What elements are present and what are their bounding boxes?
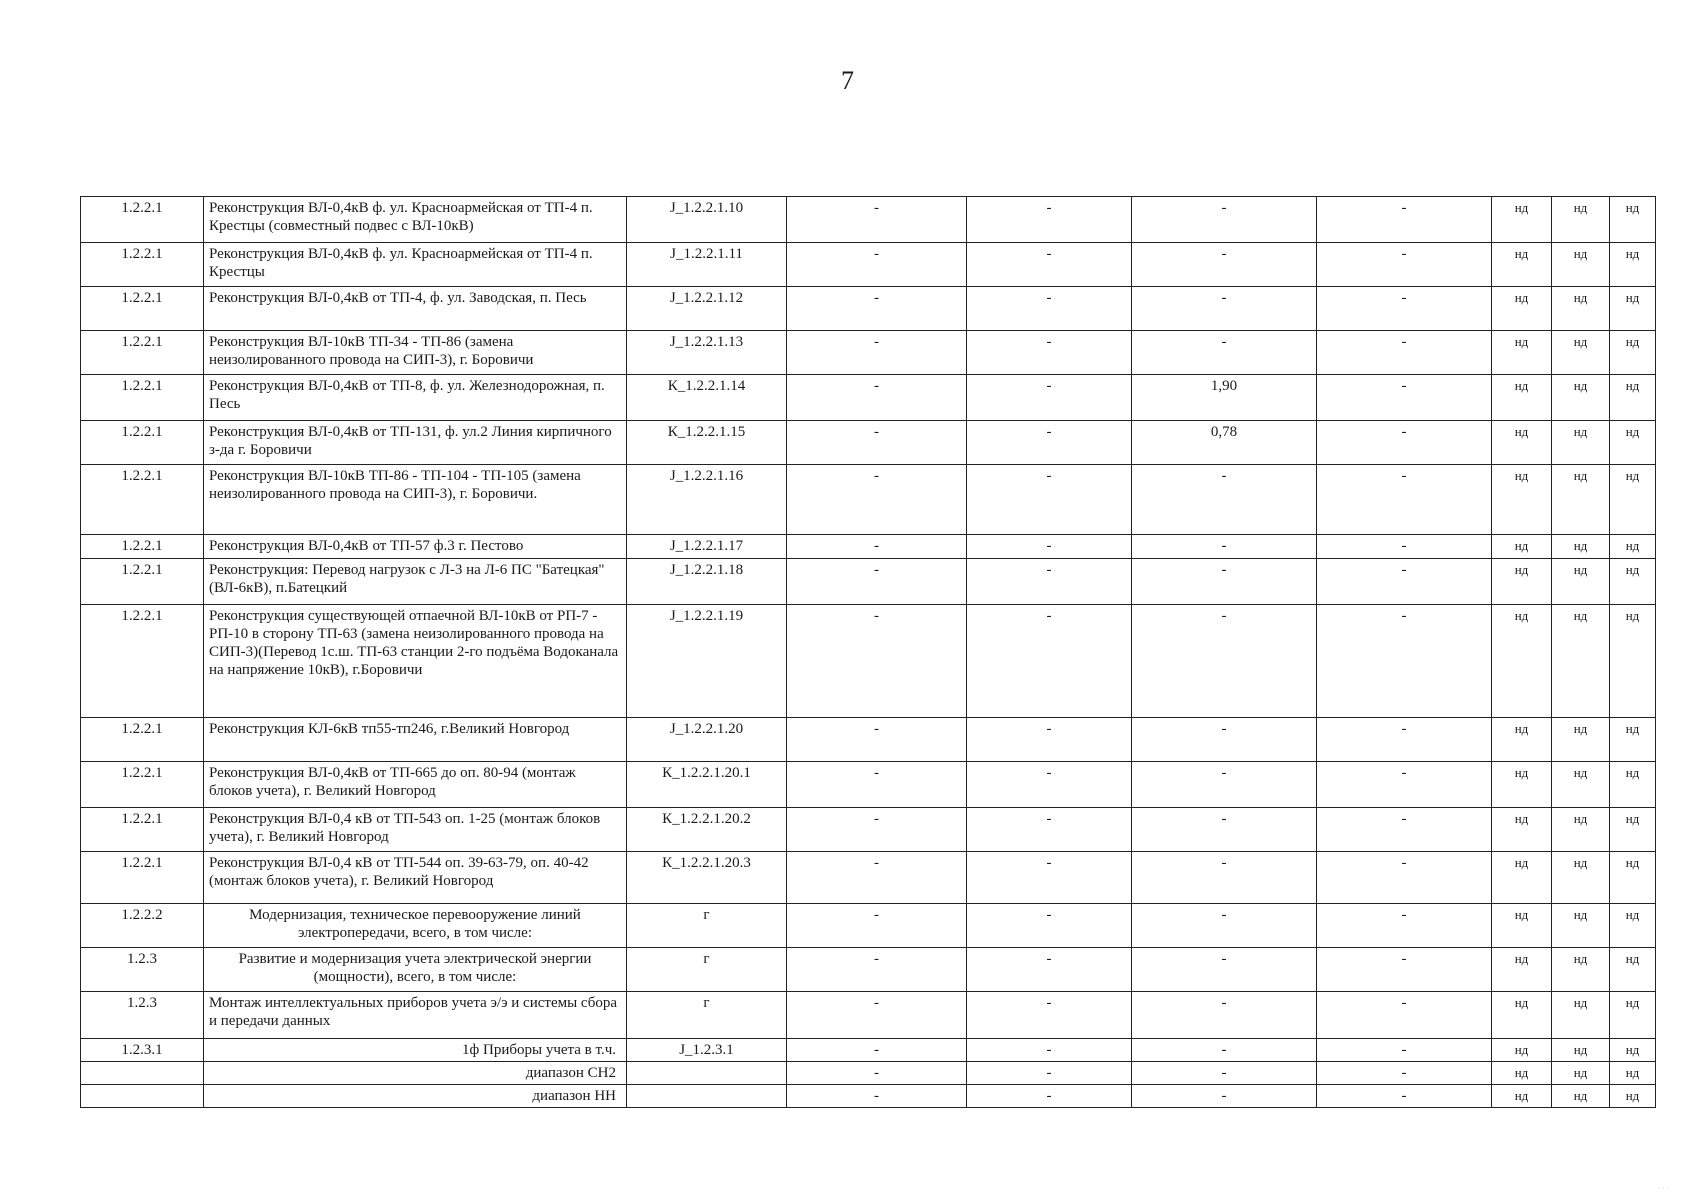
row-value-1-cell: - — [787, 605, 967, 718]
row-value-4-cell: - — [1317, 559, 1492, 605]
row-value-4-cell: - — [1317, 535, 1492, 559]
row-value-1-cell: - — [787, 808, 967, 852]
row-code-cell: 1.2.2.1 — [81, 465, 204, 535]
scan-mark: · · · — [1658, 1185, 1669, 1192]
row-nd-1-cell: нд — [1492, 808, 1552, 852]
row-nd-2-cell: нд — [1552, 718, 1610, 762]
row-identifier-cell: J_1.2.2.1.19 — [627, 605, 787, 718]
row-name-cell: 1ф Приборы учета в т.ч. — [204, 1039, 627, 1062]
row-name-cell: Модернизация, техническое перевооружение линий электропередачи, всего, в том числе: — [204, 904, 627, 948]
row-value-3-cell: - — [1132, 197, 1317, 243]
row-nd-3-cell: нд — [1610, 1039, 1656, 1062]
row-nd-1-cell: нд — [1492, 375, 1552, 421]
row-identifier-cell: J_1.2.2.1.16 — [627, 465, 787, 535]
row-nd-3-cell: нд — [1610, 762, 1656, 808]
table-row — [81, 197, 1656, 243]
row-value-2-cell: - — [967, 375, 1132, 421]
row-code-cell: 1.2.3.1 — [81, 1039, 204, 1062]
row-identifier-cell: К_1.2.2.1.20.3 — [627, 852, 787, 904]
table-row — [81, 287, 1656, 331]
row-value-4-cell: - — [1317, 287, 1492, 331]
row-nd-3-cell: нд — [1610, 465, 1656, 535]
row-identifier-cell: К_1.2.2.1.15 — [627, 421, 787, 465]
row-code-cell: 1.2.3 — [81, 948, 204, 992]
row-value-3-cell: 1,90 — [1132, 375, 1317, 421]
row-nd-2-cell: нд — [1552, 243, 1610, 287]
row-value-3-cell: - — [1132, 718, 1317, 762]
row-nd-2-cell: нд — [1552, 421, 1610, 465]
row-value-2-cell: - — [967, 718, 1132, 762]
row-value-1-cell: - — [787, 375, 967, 421]
row-code-cell: 1.2.2.1 — [81, 535, 204, 559]
row-value-1-cell: - — [787, 197, 967, 243]
row-value-3-cell: - — [1132, 465, 1317, 535]
table-row — [81, 465, 1656, 535]
row-nd-1-cell: нд — [1492, 243, 1552, 287]
row-nd-2-cell: нд — [1552, 559, 1610, 605]
table-row — [81, 1085, 1656, 1108]
row-nd-3-cell: нд — [1610, 331, 1656, 375]
row-identifier-cell: К_1.2.2.1.14 — [627, 375, 787, 421]
row-identifier-cell: J_1.2.2.1.18 — [627, 559, 787, 605]
row-code-cell — [81, 1085, 204, 1108]
table-row — [81, 421, 1656, 465]
row-value-3-cell: - — [1132, 904, 1317, 948]
row-value-3-cell: - — [1132, 852, 1317, 904]
table-row — [81, 605, 1656, 718]
row-value-1-cell: - — [787, 535, 967, 559]
row-value-3-cell: - — [1132, 808, 1317, 852]
row-value-3-cell: - — [1132, 243, 1317, 287]
table-row — [81, 718, 1656, 762]
row-nd-2-cell: нд — [1552, 375, 1610, 421]
row-name-cell: Реконструкция ВЛ-0,4 кВ от ТП-544 оп. 39-63-79, оп. 40-42 (монтаж блоков учета), г. Великий Новгород — [204, 852, 627, 904]
row-nd-3-cell: нд — [1610, 1085, 1656, 1108]
row-name-cell: диапазон НН — [204, 1085, 627, 1108]
row-nd-3-cell: нд — [1610, 852, 1656, 904]
row-value-1-cell: - — [787, 331, 967, 375]
table-row — [81, 375, 1656, 421]
row-value-3-cell: - — [1132, 1062, 1317, 1085]
row-value-3-cell: - — [1132, 948, 1317, 992]
row-identifier-cell: г — [627, 904, 787, 948]
row-code-cell: 1.2.2.1 — [81, 718, 204, 762]
row-code-cell: 1.2.2.1 — [81, 808, 204, 852]
row-value-2-cell: - — [967, 535, 1132, 559]
row-nd-3-cell: нд — [1610, 605, 1656, 718]
row-nd-1-cell: нд — [1492, 421, 1552, 465]
row-nd-3-cell: нд — [1610, 808, 1656, 852]
row-value-2-cell: - — [967, 1062, 1132, 1085]
row-nd-2-cell: нд — [1552, 331, 1610, 375]
row-value-1-cell: - — [787, 992, 967, 1039]
row-nd-2-cell: нд — [1552, 992, 1610, 1039]
row-value-1-cell: - — [787, 718, 967, 762]
row-nd-2-cell: нд — [1552, 197, 1610, 243]
table-row — [81, 948, 1656, 992]
row-nd-2-cell: нд — [1552, 535, 1610, 559]
row-value-2-cell: - — [967, 197, 1132, 243]
row-identifier-cell: J_1.2.2.1.13 — [627, 331, 787, 375]
row-code-cell: 1.2.2.1 — [81, 559, 204, 605]
table-row — [81, 762, 1656, 808]
row-value-1-cell: - — [787, 1039, 967, 1062]
row-value-1-cell: - — [787, 287, 967, 331]
row-name-cell: Реконструкция КЛ-6кВ тп55-тп246, г.Великий Новгород — [204, 718, 627, 762]
row-nd-1-cell: нд — [1492, 331, 1552, 375]
row-value-4-cell: - — [1317, 197, 1492, 243]
row-code-cell: 1.2.2.1 — [81, 243, 204, 287]
row-value-2-cell: - — [967, 559, 1132, 605]
table-row — [81, 904, 1656, 948]
row-value-4-cell: - — [1317, 421, 1492, 465]
row-nd-3-cell: нд — [1610, 718, 1656, 762]
row-nd-1-cell: нд — [1492, 559, 1552, 605]
row-value-2-cell: - — [967, 904, 1132, 948]
row-identifier-cell: J_1.2.2.1.17 — [627, 535, 787, 559]
row-value-1-cell: - — [787, 1085, 967, 1108]
row-value-2-cell: - — [967, 948, 1132, 992]
row-nd-1-cell: нд — [1492, 197, 1552, 243]
row-nd-2-cell: нд — [1552, 948, 1610, 992]
row-nd-2-cell: нд — [1552, 808, 1610, 852]
row-value-4-cell: - — [1317, 948, 1492, 992]
row-value-3-cell: - — [1132, 992, 1317, 1039]
row-code-cell: 1.2.3 — [81, 992, 204, 1039]
row-code-cell: 1.2.2.1 — [81, 197, 204, 243]
row-value-2-cell: - — [967, 852, 1132, 904]
row-name-cell: Реконструкция ВЛ-0,4кВ ф. ул. Красноармейская от ТП-4 п. Крестцы (совместный подвес с ВЛ-10кВ) — [204, 197, 627, 243]
row-value-4-cell: - — [1317, 992, 1492, 1039]
row-code-cell: 1.2.2.1 — [81, 605, 204, 718]
row-code-cell: 1.2.2.1 — [81, 762, 204, 808]
row-nd-1-cell: нд — [1492, 948, 1552, 992]
row-name-cell: Реконструкция ВЛ-0,4кВ от ТП-665 до оп. 80-94 (монтаж блоков учета), г. Великий Новгород — [204, 762, 627, 808]
row-value-3-cell: - — [1132, 1039, 1317, 1062]
investment-table-container — [80, 196, 1656, 1108]
table-row — [81, 1062, 1656, 1085]
row-name-cell: Реконструкция: Перевод нагрузок с Л-3 на Л-6 ПС "Батецкая" (ВЛ-6кВ), п.Батецкий — [204, 559, 627, 605]
row-value-2-cell: - — [967, 762, 1132, 808]
page-number: 7 — [841, 66, 854, 95]
row-nd-2-cell: нд — [1552, 904, 1610, 948]
row-value-2-cell: - — [967, 1039, 1132, 1062]
row-value-3-cell: 0,78 — [1132, 421, 1317, 465]
row-value-1-cell: - — [787, 852, 967, 904]
row-nd-2-cell: нд — [1552, 762, 1610, 808]
row-code-cell: 1.2.2.1 — [81, 331, 204, 375]
row-code-cell: 1.2.2.2 — [81, 904, 204, 948]
row-identifier-cell — [627, 1062, 787, 1085]
table-row — [81, 852, 1656, 904]
row-value-1-cell: - — [787, 1062, 967, 1085]
row-identifier-cell — [627, 1085, 787, 1108]
row-nd-1-cell: нд — [1492, 605, 1552, 718]
row-name-cell: Реконструкция ВЛ-0,4кВ от ТП-57 ф.3 г. Пестово — [204, 535, 627, 559]
row-value-4-cell: - — [1317, 1039, 1492, 1062]
row-name-cell: Реконструкция ВЛ-10кВ ТП-34 - ТП-86 (замена неизолированного провода на СИП-3), г. Боровичи — [204, 331, 627, 375]
table-body — [81, 197, 1656, 1108]
row-value-4-cell: - — [1317, 762, 1492, 808]
row-value-1-cell: - — [787, 243, 967, 287]
row-value-2-cell: - — [967, 465, 1132, 535]
row-value-4-cell: - — [1317, 465, 1492, 535]
row-nd-1-cell: нд — [1492, 992, 1552, 1039]
row-value-1-cell: - — [787, 762, 967, 808]
row-value-4-cell: - — [1317, 375, 1492, 421]
row-value-1-cell: - — [787, 948, 967, 992]
row-name-cell: Реконструкция ВЛ-0,4кВ от ТП-8, ф. ул. Железнодорожная, п. Песь — [204, 375, 627, 421]
row-value-2-cell: - — [967, 287, 1132, 331]
row-value-3-cell: - — [1132, 559, 1317, 605]
row-code-cell: 1.2.2.1 — [81, 287, 204, 331]
row-nd-3-cell: нд — [1610, 243, 1656, 287]
row-nd-3-cell: нд — [1610, 287, 1656, 331]
row-nd-1-cell: нд — [1492, 852, 1552, 904]
row-name-cell: Реконструкция ВЛ-0,4кВ от ТП-4, ф. ул. Заводская, п. Песь — [204, 287, 627, 331]
row-value-4-cell: - — [1317, 605, 1492, 718]
row-nd-2-cell: нд — [1552, 605, 1610, 718]
row-nd-1-cell: нд — [1492, 718, 1552, 762]
row-value-1-cell: - — [787, 559, 967, 605]
row-nd-2-cell: нд — [1552, 287, 1610, 331]
row-code-cell: 1.2.2.1 — [81, 421, 204, 465]
row-nd-3-cell: нд — [1610, 1062, 1656, 1085]
table-row — [81, 992, 1656, 1039]
row-nd-2-cell: нд — [1552, 1062, 1610, 1085]
row-nd-1-cell: нд — [1492, 904, 1552, 948]
row-nd-1-cell: нд — [1492, 762, 1552, 808]
row-name-cell: Монтаж интеллектуальных приборов учета э/э и системы сбора и передачи данных — [204, 992, 627, 1039]
row-identifier-cell: J_1.2.3.1 — [627, 1039, 787, 1062]
row-value-4-cell: - — [1317, 331, 1492, 375]
row-code-cell — [81, 1062, 204, 1085]
row-identifier-cell: J_1.2.2.1.20 — [627, 718, 787, 762]
row-name-cell: Реконструкция ВЛ-0,4кВ от ТП-131, ф. ул.2 Линия кирпичного з-да г. Боровичи — [204, 421, 627, 465]
row-value-2-cell: - — [967, 808, 1132, 852]
row-nd-3-cell: нд — [1610, 948, 1656, 992]
row-nd-2-cell: нд — [1552, 465, 1610, 535]
row-value-4-cell: - — [1317, 1062, 1492, 1085]
row-value-4-cell: - — [1317, 808, 1492, 852]
table-row — [81, 331, 1656, 375]
row-identifier-cell: г — [627, 992, 787, 1039]
row-name-cell: Развитие и модернизация учета электрической энергии (мощности), всего, в том числе: — [204, 948, 627, 992]
investment-table — [80, 196, 1656, 1108]
table-row — [81, 1039, 1656, 1062]
row-nd-1-cell: нд — [1492, 1062, 1552, 1085]
row-value-3-cell: - — [1132, 1085, 1317, 1108]
row-value-2-cell: - — [967, 421, 1132, 465]
row-value-1-cell: - — [787, 421, 967, 465]
row-nd-3-cell: нд — [1610, 535, 1656, 559]
row-nd-1-cell: нд — [1492, 465, 1552, 535]
row-name-cell: Реконструкция ВЛ-10кВ ТП-86 - ТП-104 - ТП-105 (замена неизолированного провода на СИП-3), г. Боровичи. — [204, 465, 627, 535]
table-row — [81, 535, 1656, 559]
row-value-3-cell: - — [1132, 535, 1317, 559]
row-value-3-cell: - — [1132, 605, 1317, 718]
row-identifier-cell: К_1.2.2.1.20.2 — [627, 808, 787, 852]
row-value-3-cell: - — [1132, 762, 1317, 808]
row-value-4-cell: - — [1317, 852, 1492, 904]
row-identifier-cell: J_1.2.2.1.11 — [627, 243, 787, 287]
row-nd-2-cell: нд — [1552, 1085, 1610, 1108]
row-identifier-cell: J_1.2.2.1.12 — [627, 287, 787, 331]
row-nd-1-cell: нд — [1492, 535, 1552, 559]
row-identifier-cell: J_1.2.2.1.10 — [627, 197, 787, 243]
row-value-2-cell: - — [967, 243, 1132, 287]
row-nd-3-cell: нд — [1610, 904, 1656, 948]
row-code-cell: 1.2.2.1 — [81, 375, 204, 421]
row-value-1-cell: - — [787, 465, 967, 535]
row-nd-1-cell: нд — [1492, 287, 1552, 331]
row-nd-3-cell: нд — [1610, 559, 1656, 605]
row-nd-3-cell: нд — [1610, 992, 1656, 1039]
row-value-2-cell: - — [967, 605, 1132, 718]
row-nd-3-cell: нд — [1610, 421, 1656, 465]
row-value-2-cell: - — [967, 992, 1132, 1039]
row-nd-2-cell: нд — [1552, 852, 1610, 904]
row-value-4-cell: - — [1317, 904, 1492, 948]
row-value-2-cell: - — [967, 1085, 1132, 1108]
row-value-4-cell: - — [1317, 243, 1492, 287]
row-name-cell: Реконструкция ВЛ-0,4 кВ от ТП-543 оп. 1-25 (монтаж блоков учета), г. Великий Новгород — [204, 808, 627, 852]
row-nd-1-cell: нд — [1492, 1039, 1552, 1062]
row-identifier-cell: К_1.2.2.1.20.1 — [627, 762, 787, 808]
row-value-3-cell: - — [1132, 287, 1317, 331]
row-nd-2-cell: нд — [1552, 1039, 1610, 1062]
row-value-4-cell: - — [1317, 718, 1492, 762]
table-row — [81, 559, 1656, 605]
row-nd-1-cell: нд — [1492, 1085, 1552, 1108]
table-row — [81, 243, 1656, 287]
row-value-1-cell: - — [787, 904, 967, 948]
row-value-2-cell: - — [967, 331, 1132, 375]
row-identifier-cell: г — [627, 948, 787, 992]
row-value-3-cell: - — [1132, 331, 1317, 375]
row-nd-3-cell: нд — [1610, 375, 1656, 421]
row-name-cell: Реконструкция ВЛ-0,4кВ ф. ул. Красноармейская от ТП-4 п. Крестцы — [204, 243, 627, 287]
row-code-cell: 1.2.2.1 — [81, 852, 204, 904]
row-name-cell: Реконструкция существующей отпаечной ВЛ-10кВ от РП-7 - РП-10 в сторону ТП-63 (замена неизолированного провода на СИП-3)(Перевод 1с.ш. ТП-63 станции 2-го подъёма Водоканала на напряжение 10кВ), г.Боровичи — [204, 605, 627, 718]
row-value-4-cell: - — [1317, 1085, 1492, 1108]
table-row — [81, 808, 1656, 852]
row-nd-3-cell: нд — [1610, 197, 1656, 243]
row-name-cell: диапазон СН2 — [204, 1062, 627, 1085]
